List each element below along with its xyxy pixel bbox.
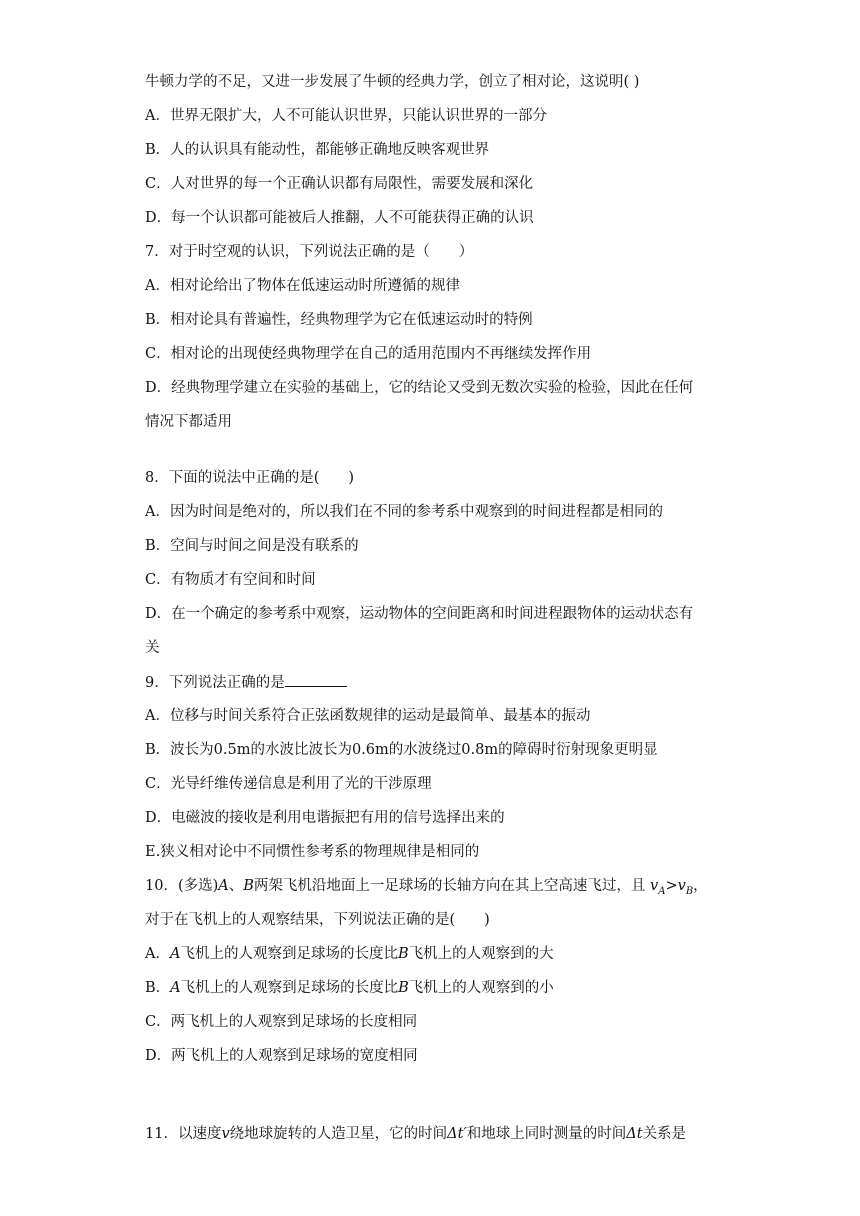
q7-option-a: A．相对论给出了物体在低速运动时所遵循的规律 bbox=[145, 278, 460, 294]
q6-option-c: C．人对世界的每一个正确认识都有局限性，需要发展和深化 bbox=[145, 176, 534, 192]
q10-plane-a: A bbox=[218, 878, 229, 894]
q10-text: 两架飞机沿地面上一足球场的长轴方向在其上空高速飞过，且 bbox=[253, 878, 646, 894]
q10-plane-b: B bbox=[243, 878, 254, 894]
q10-sep: 、 bbox=[228, 878, 244, 894]
q9-option-d: D．电磁波的接收是利用电谐振把有用的信号选择出来的 bbox=[145, 810, 505, 826]
q6-option-a: A．世界无限扩大，人不可能认识世界，只能认识世界的一部分 bbox=[145, 108, 547, 124]
q10-option-d: D．两飞机上的人观察到足球场的宽度相同 bbox=[145, 1048, 418, 1064]
answer-blank bbox=[285, 672, 347, 687]
q6-option-b: B．人的认识具有能动性，都能够正确地反映客观世界 bbox=[145, 142, 490, 158]
q10-number: 10．(多选) bbox=[145, 878, 219, 894]
q10-option-c: C．两飞机上的人观察到足球场的长度相同 bbox=[145, 1014, 418, 1030]
q10-gt: > bbox=[665, 878, 678, 894]
q6-stem-continued: 牛顿力学的不足，又进一步发展了牛顿的经典力学，创立了相对论，这说明( ) bbox=[145, 74, 640, 90]
q9-stem bbox=[145, 672, 725, 693]
q8-stem: 8．下面的说法中正确的是( ) bbox=[145, 470, 355, 486]
q9-option-c: C．光导纤维传递信息是利用了光的干涉原理 bbox=[145, 776, 432, 792]
q7-option-c: C．相对论的出现使经典物理学在自己的适用范围内不再继续发挥作用 bbox=[145, 346, 592, 362]
q10-vb: $v_B$ bbox=[677, 878, 694, 897]
q10-stem-continued: 对于在飞机上的人观察结果，下列说法正确的是( ) bbox=[145, 912, 490, 928]
q8-option-a: A．因为时间是绝对的，所以我们在不同的参考系中观察到的时间进程都是相同的 bbox=[145, 504, 663, 520]
q8-option-c: C．有物质才有空间和时间 bbox=[145, 572, 316, 588]
q10-end: ， bbox=[693, 878, 708, 894]
q11-stem: 11．以速度v绕地球旋转的人造卫星，它的时间Δt′和地球上同时测量的时间Δt关系是 bbox=[145, 1126, 687, 1142]
q7-stem: 7．对于时空观的认识，下列说法正确的是（ ） bbox=[145, 244, 474, 260]
q8-option-d-continued: 关 bbox=[145, 640, 160, 656]
q7-option-d-continued: 情况下都适用 bbox=[145, 414, 232, 430]
q10-option-b: B．A飞机上的人观察到足球场的长度比B飞机上的人观察到的小 bbox=[145, 980, 554, 996]
q9-option-b: B．波长为0.5m的水波比波长为0.6m的水波绕过0.8m的障碍时衍射现象更明显 bbox=[145, 742, 658, 758]
q9-option-a: A．位移与时间关系符合正弦函数规律的运动是最简单、最基本的振动 bbox=[145, 708, 591, 724]
q8-option-d: D．在一个确定的参考系中观察，运动物体的空间距离和时间进程跟物体的运动状态有 bbox=[145, 606, 694, 622]
q10-option-a: A．A飞机上的人观察到足球场的长度比B飞机上的人观察到的大 bbox=[145, 946, 554, 962]
q7-option-b: B．相对论具有普遍性，经典物理学为它在低速运动时的特例 bbox=[145, 312, 533, 328]
q9-stem-text: 9．下列说法正确的是 bbox=[145, 675, 285, 691]
q10-va: $v_A$ bbox=[650, 878, 666, 897]
q10-stem bbox=[145, 876, 725, 902]
q9-option-e: E.狭义相对论中不同惯性参考系的物理规律是相同的 bbox=[145, 844, 480, 860]
q6-option-d: D．每一个认识都可能被后人推翻，人不可能获得正确的认识 bbox=[145, 210, 534, 226]
q8-option-b: B．空间与时间之间是没有联系的 bbox=[145, 538, 359, 554]
q7-option-d: D．经典物理学建立在实验的基础上，它的结论又受到无数次实验的检验，因此在任何 bbox=[145, 380, 694, 396]
